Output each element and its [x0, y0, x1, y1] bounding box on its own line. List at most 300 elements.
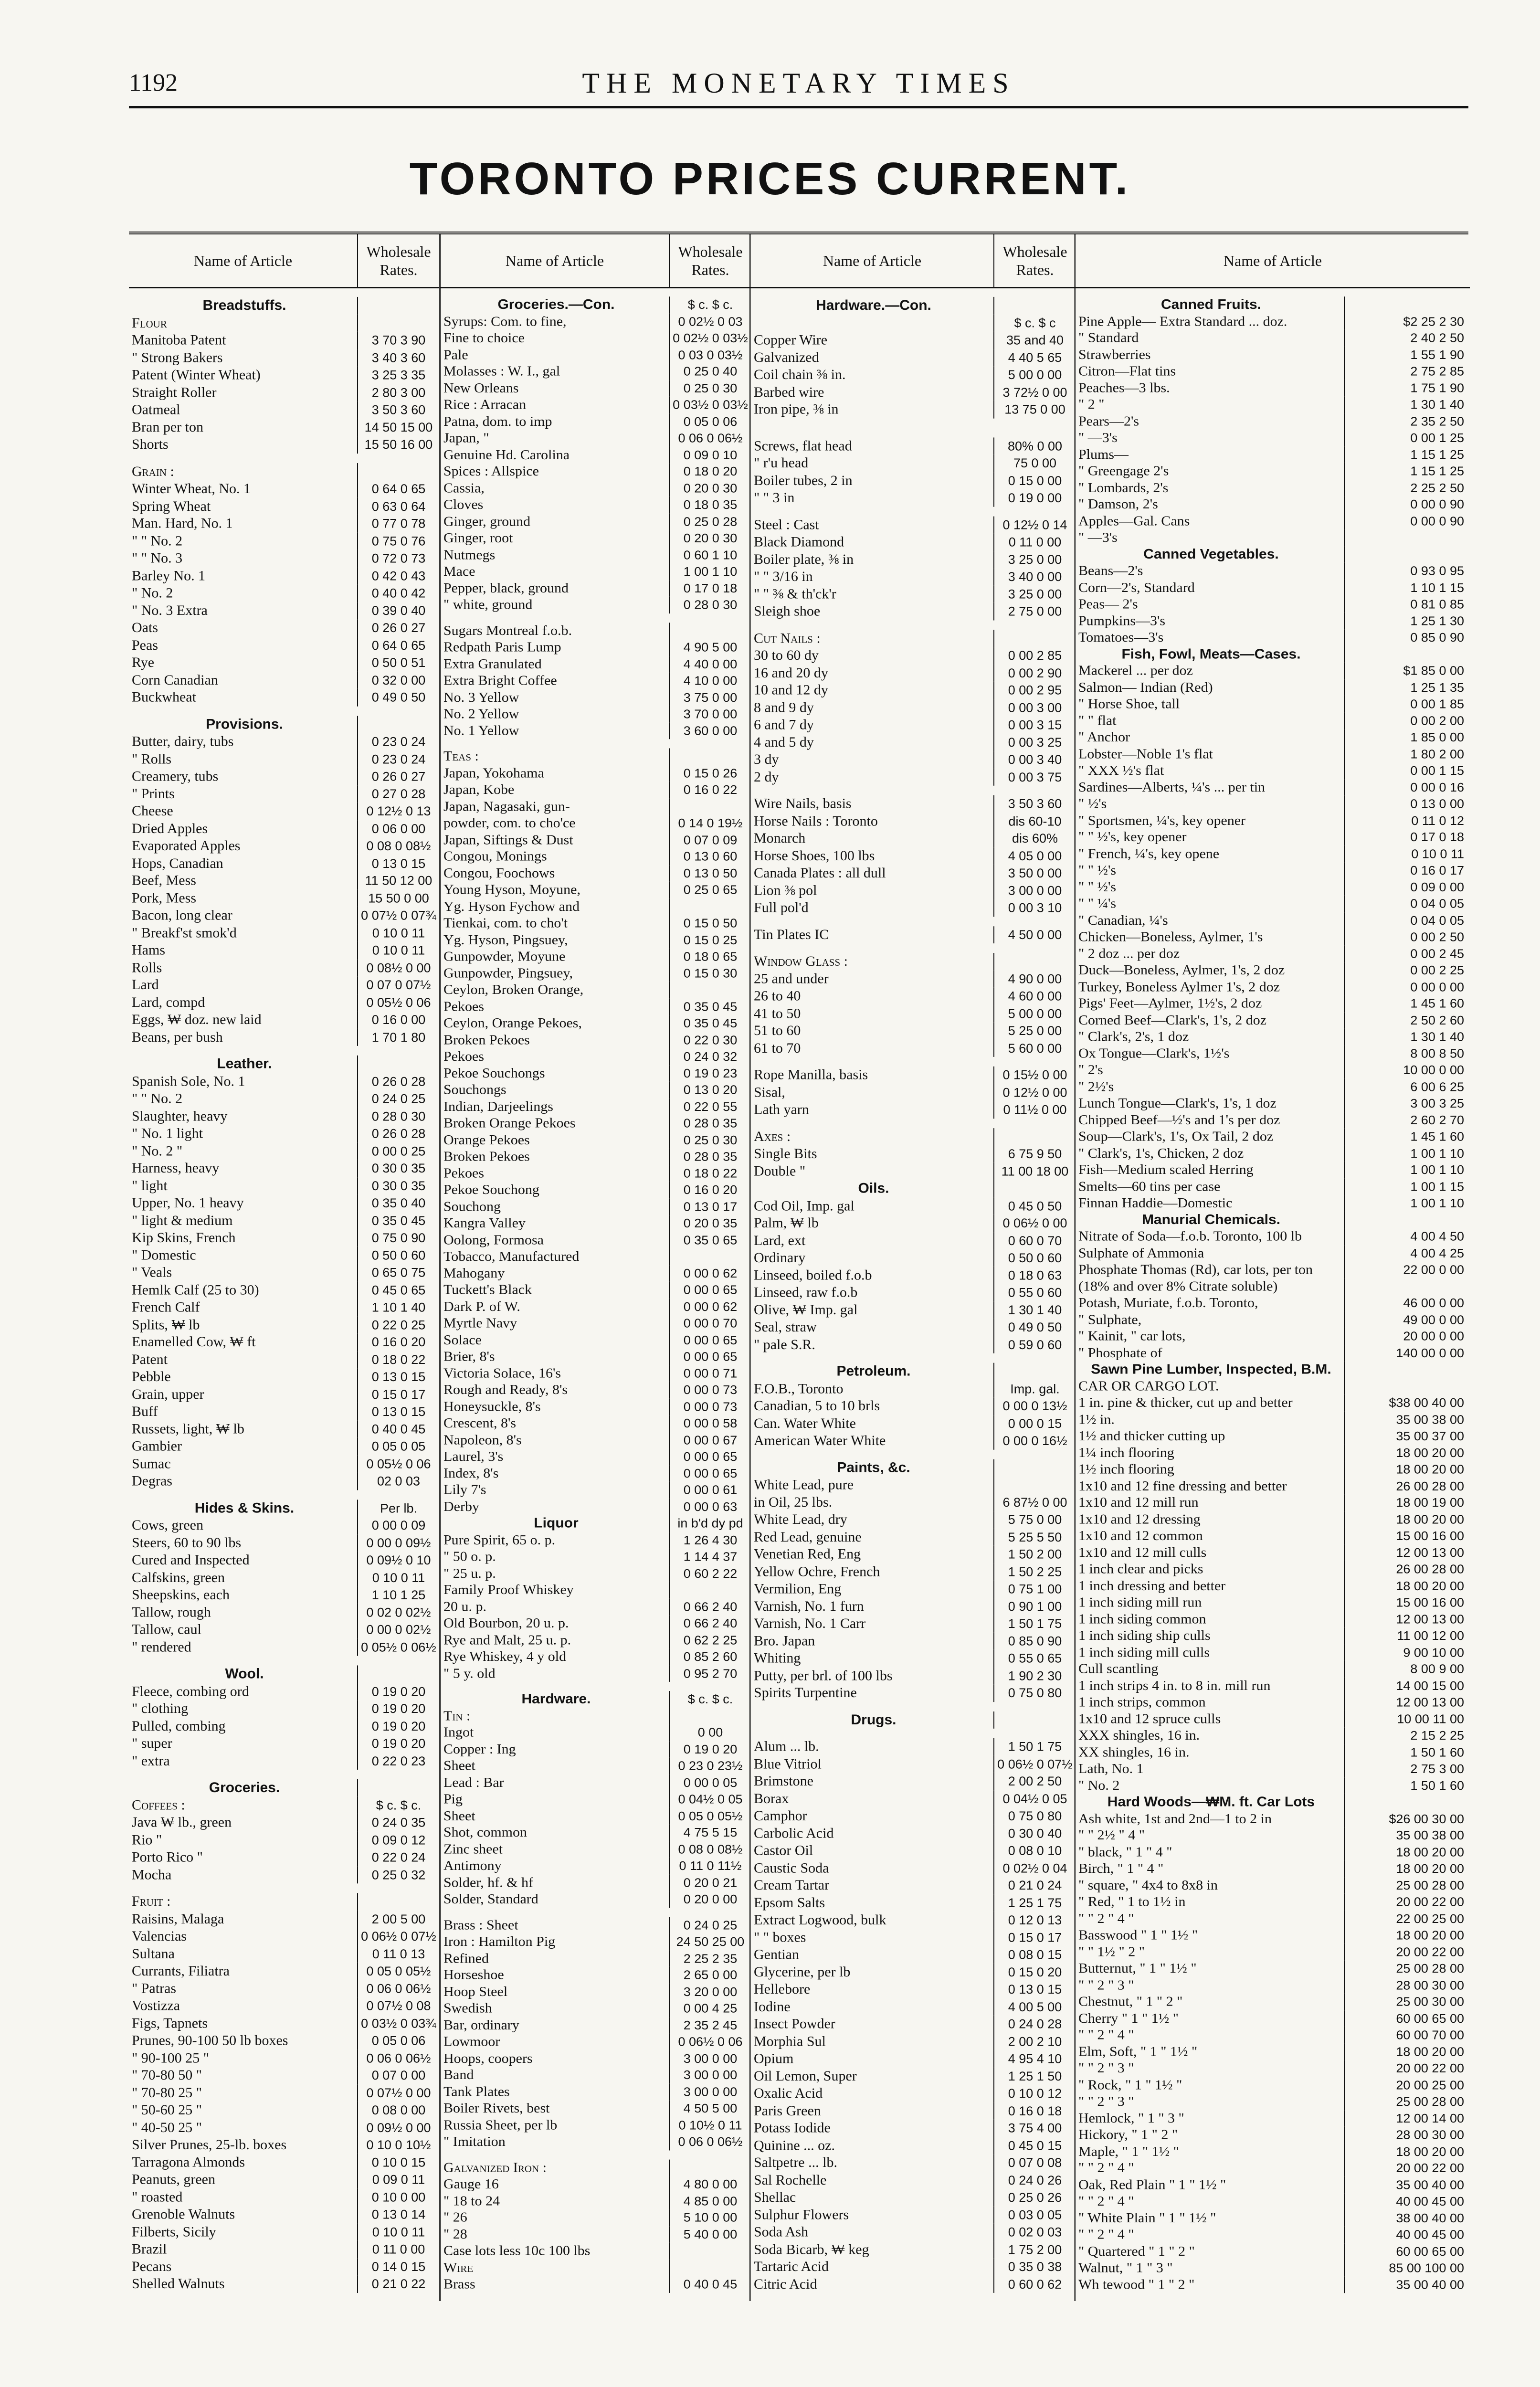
article-name: Duck—Boneless, Aylmer, 1's, 2 doz: [1078, 962, 1285, 978]
wholesale-rate: 0 17 0 18: [669, 580, 751, 597]
price-row: [129, 2049, 439, 2067]
article-name: Harness, heavy: [132, 1160, 220, 1176]
section-heading: [129, 297, 439, 314]
wholesale-rate: 0 60 0 70: [993, 1232, 1076, 1249]
article-name: " Red, " 1 to 1½ in: [1078, 1894, 1186, 1910]
price-row: [751, 665, 1076, 682]
article-name: Pebble: [132, 1369, 171, 1385]
wholesale-rate: [357, 463, 439, 480]
wholesale-rate: 1 00 1 10: [669, 563, 751, 580]
article-name: " 26: [443, 2209, 467, 2225]
price-row: [1076, 1894, 1470, 1911]
price-row: [441, 1858, 751, 1874]
article-name: " No. 2 ": [132, 1142, 183, 1159]
wholesale-rate: 2 00 5 00: [357, 1911, 439, 1928]
wholesale-rate: 0 00 0 15: [993, 1415, 1076, 1432]
price-row: [441, 706, 751, 722]
price-row: [1076, 413, 1470, 430]
section-heading: [441, 296, 751, 313]
price-row: [441, 1398, 751, 1415]
price-row: [751, 1476, 1076, 1493]
article-name: Figs, Tapnets: [132, 2015, 208, 2031]
price-row: [751, 1773, 1076, 1790]
wholesale-rate: 0 00: [669, 1724, 751, 1741]
article-name: Corn—2's, Standard: [1078, 580, 1195, 595]
wholesale-rate: 2 75 0 00: [993, 603, 1076, 620]
wholesale-rate: 18 00 20 00: [1344, 1578, 1470, 1595]
wholesale-rate: 0 40 0 42: [357, 584, 439, 602]
wholesale-rate: 0 60 0 62: [993, 2276, 1076, 2293]
wholesale-rate: 22 00 0 00: [1344, 1261, 1470, 1278]
article-name: " Anchor: [1078, 729, 1130, 745]
wholesale-rate: 11 00 18 00: [993, 1162, 1076, 1180]
article-name: Pekoes: [443, 1165, 484, 1181]
wholesale-rate: [993, 1180, 1076, 1197]
price-row: [129, 1997, 439, 2015]
wholesale-rate: 1 75 1 90: [1344, 380, 1470, 396]
article-name: Horseshoe: [443, 1967, 504, 1983]
wholesale-rate: 0 15 0 20: [993, 1964, 1076, 1981]
price-row: [1076, 2210, 1470, 2227]
article-name: Chicken—Boneless, Aylmer, 1's: [1078, 929, 1263, 944]
article-name: Vermilion, Eng: [754, 1581, 842, 1597]
article-name: Evaporated Apples: [132, 837, 241, 854]
wholesale-rate: 40 00 45 00: [1344, 2227, 1470, 2243]
price-row: [1076, 1411, 1470, 1428]
wholesale-rate: 0 06½ 0 00: [993, 1215, 1076, 1232]
price-column-3: [749, 234, 1076, 2301]
article-name: Japan, Yokohama: [443, 765, 544, 781]
article-name: Syrups: Com. to fine,: [443, 314, 567, 329]
wholesale-rate: 0 00 0 09½: [357, 1534, 439, 1552]
article-name: Extract Logwood, bulk: [754, 1912, 886, 1928]
article-name: " 2 ": [1078, 397, 1105, 412]
wholesale-rate: [993, 1711, 1076, 1729]
article-name: Iron : Hamilton Pig: [443, 1933, 556, 1949]
article-name: Creamery, tubs: [132, 768, 219, 784]
wholesale-rate: 0 06 0 06½: [357, 1980, 439, 1997]
article-name: " super: [132, 1735, 172, 1752]
price-row: [441, 656, 751, 673]
article-name: Tallow, rough: [132, 1604, 211, 1620]
wholesale-rate: 3 72½ 0 00: [993, 383, 1076, 401]
wholesale-rate: 4 80 0 00: [669, 2176, 751, 2193]
price-row: [441, 1115, 751, 1132]
article-name: Patent: [132, 1351, 168, 1367]
article-name: " " No. 2: [132, 1090, 183, 1107]
article-name: " Clark's, 2's, 1 doz: [1078, 1029, 1189, 1045]
wholesale-rate: 0 28 0 30: [357, 1108, 439, 1125]
wholesale-rate: 0 08½ 0 00: [357, 959, 439, 976]
price-row: [751, 2137, 1076, 2154]
wholesale-rate: 0 40 0 45: [669, 2276, 751, 2293]
wholesale-rate: 0 18 0 63: [993, 1267, 1076, 1284]
article-name: 6 and 7 dy: [754, 717, 814, 733]
wholesale-rate: 0 00 0 61: [669, 1482, 751, 1499]
wholesale-rate: 1 80 2 00: [1344, 746, 1470, 762]
price-row: [129, 2084, 439, 2102]
column-header-name: Name of Article: [505, 252, 604, 269]
wholesale-rate: 0 00 0 73: [669, 1398, 751, 1415]
wholesale-rate: 9 00 10 00: [1344, 1644, 1470, 1661]
wholesale-rate: [1344, 646, 1470, 663]
wholesale-rate: 0 55 0 60: [993, 1284, 1076, 1301]
article-name: " pale S.R.: [754, 1336, 815, 1352]
wholesale-rate: 49 00 0 00: [1344, 1311, 1470, 1328]
wholesale-rate: 0 00 0 90: [1344, 496, 1470, 513]
article-name: Buckwheat: [132, 689, 196, 705]
article-name: " Quartered " 1 " 2 ": [1078, 2243, 1195, 2259]
wholesale-rate: 38 00 40 00: [1344, 2210, 1470, 2227]
price-row: [441, 2193, 751, 2209]
wholesale-rate: 4 85 0 00: [669, 2193, 751, 2209]
price-row: [441, 1165, 751, 1182]
article-name: Lowmoor: [443, 2034, 500, 2049]
article-name: " 5 y. old: [443, 1665, 496, 1681]
price-row: [129, 1718, 439, 1735]
price-row: [751, 768, 1076, 785]
price-row: [751, 1197, 1076, 1215]
price-row: [441, 2159, 751, 2176]
article-name: Pork, Mess: [132, 890, 197, 906]
price-row: [751, 2241, 1076, 2258]
article-name: Broken Pekoes: [443, 1032, 530, 1047]
article-name: " Damson, 2's: [1078, 496, 1158, 512]
wholesale-rate: 0 19 0 20: [357, 1683, 439, 1700]
section-heading: [1076, 1362, 1470, 1378]
article-name: 1 inch strips, common: [1078, 1694, 1206, 1710]
section-heading: [129, 1056, 439, 1073]
wholesale-rate: 35 00 38 00: [1344, 1827, 1470, 1844]
price-row: [751, 1511, 1076, 1528]
article-name: Sawn Pine Lumber, Inspected, B.M.: [1091, 1362, 1331, 1377]
price-row: [129, 1177, 439, 1194]
article-name: Winter Wheat, No. 1: [132, 480, 251, 496]
wholesale-rate: 0 13 0 15: [993, 1981, 1076, 1998]
price-row: [129, 2136, 439, 2154]
price-row: [1076, 1644, 1470, 1661]
article-name: Barley No. 1: [132, 567, 206, 583]
article-name: " clothing: [132, 1700, 189, 1717]
wholesale-rate: 0 65 0 75: [357, 1264, 439, 1281]
article-name: Molasses : W. I., gal: [443, 363, 560, 379]
price-row: [129, 463, 439, 480]
wholesale-rate: 22 00 25 00: [1344, 1911, 1470, 1927]
price-row: [1076, 1960, 1470, 1977]
price-row: [129, 1125, 439, 1142]
article-name: " Veals: [132, 1264, 172, 1280]
price-row: [129, 768, 439, 785]
article-name: Broken Orange Pekoes: [443, 1115, 576, 1131]
article-name: Horse Shoes, 100 lbs: [754, 847, 875, 864]
wholesale-rate: 25 00 30 00: [1344, 1994, 1470, 2010]
wholesale-rate: 3 25 0 00: [993, 585, 1076, 602]
price-row: [1076, 1694, 1470, 1711]
wholesale-rate: 0 09 0 12: [357, 1831, 439, 1848]
wholesale-rate: 12 00 13 00: [1344, 1544, 1470, 1561]
wholesale-rate: 0 15 0 25: [669, 932, 751, 949]
article-name: 1 inch siding common: [1078, 1611, 1206, 1627]
price-row: [441, 496, 751, 513]
wholesale-rate: 0 24 0 32: [669, 1048, 751, 1065]
row-gap: [129, 1656, 439, 1666]
price-row: [441, 480, 751, 496]
article-name: Apples—Gal. Cans: [1078, 513, 1190, 528]
price-row: [129, 1473, 439, 1490]
column-header-rates: Wholesale Rates.: [669, 234, 751, 287]
article-name: " " 3 in: [754, 489, 795, 506]
price-row: [129, 785, 439, 803]
column-header-rates: Wholesale Rates.: [357, 234, 439, 287]
wholesale-rate: $ c. $ c: [993, 314, 1076, 331]
article-name: Indian, Darjeelings: [443, 1098, 553, 1114]
article-name: Oils.: [858, 1180, 889, 1196]
article-name: Gambier: [132, 1438, 182, 1454]
article-name: Carbolic Acid: [754, 1825, 834, 1841]
wholesale-rate: 3 40 0 00: [993, 568, 1076, 585]
article-name: No. 2 Yellow: [443, 706, 519, 721]
price-row: [441, 1182, 751, 1198]
wholesale-rate: 0 93 0 95: [1344, 563, 1470, 580]
wholesale-rate: 0 85 0 90: [1344, 629, 1470, 646]
article-name: Basswood " 1 " 1½ ": [1078, 1927, 1198, 1943]
wholesale-rate: 0 11 0 11½: [669, 1858, 751, 1874]
wholesale-rate: 0 15½ 0 00: [993, 1067, 1076, 1084]
price-row: [129, 1866, 439, 1883]
wholesale-rate: 35 00 37 00: [1344, 1428, 1470, 1445]
wholesale-rate: 0 16 0 18: [993, 2102, 1076, 2119]
price-row: [129, 671, 439, 688]
article-name: Hardware.: [521, 1691, 591, 1707]
wholesale-rate: 0 13 0 60: [669, 848, 751, 865]
price-row: [1076, 363, 1470, 380]
price-row: [441, 1132, 751, 1149]
price-row: [129, 1438, 439, 1455]
wholesale-rate: 0 25 0 32: [357, 1866, 439, 1883]
article-name: Pure Spirit, 65 o. p.: [443, 1532, 556, 1548]
price-row: [751, 795, 1076, 813]
price-row: [751, 1667, 1076, 1684]
article-name: Honeysuckle, 8's: [443, 1399, 541, 1414]
article-name: Sultana: [132, 1945, 175, 1962]
wholesale-rate: 0 23 0 24: [357, 733, 439, 750]
row-gap: [751, 1119, 1076, 1128]
price-row: [129, 436, 439, 453]
article-name: Fish, Fowl, Meats—Cases.: [1121, 646, 1301, 662]
price-row: [751, 585, 1076, 602]
wholesale-rate: 0 06½ 0 07½: [357, 1928, 439, 1945]
price-row: [129, 2206, 439, 2223]
wholesale-rate: [357, 314, 439, 331]
price-row: [441, 1148, 751, 1165]
price-row: [1076, 1195, 1470, 1212]
wholesale-rate: 28 00 30 00: [1344, 1977, 1470, 1994]
article-name: Shelled Walnuts: [132, 2276, 225, 2292]
price-row: [441, 1791, 751, 1808]
article-name: No. 3 Yellow: [443, 689, 519, 705]
article-name: White Lead, pure: [754, 1477, 854, 1493]
article-name: Ceylon, Broken Orange,: [443, 982, 584, 997]
article-name: Extra Bright Coffee: [443, 673, 557, 688]
price-row: [751, 2276, 1076, 2293]
price-row: [1076, 2010, 1470, 2027]
wholesale-rate: 0 19 0 20: [357, 1700, 439, 1717]
article-name: 1 inch dressing and better: [1078, 1578, 1226, 1594]
price-row: [751, 1755, 1076, 1773]
price-column-1: [129, 234, 439, 2301]
wholesale-rate: 0 50 0 60: [993, 1249, 1076, 1267]
row-gap: [441, 1682, 751, 1691]
column-header-name: Name of Article: [193, 252, 293, 269]
article-name: " Kainit, " car lots,: [1078, 1328, 1186, 1344]
wholesale-rate: [1344, 1362, 1470, 1378]
article-name: New Orleans: [443, 380, 519, 396]
price-row: [129, 550, 439, 567]
wholesale-rate: 1 00 1 10: [1344, 1145, 1470, 1162]
wholesale-rate: 1 50 2 25: [993, 1563, 1076, 1580]
article-name: " —3's: [1078, 530, 1118, 545]
wholesale-rate: 0 15 0 00: [993, 472, 1076, 489]
wholesale-rate: 0 60 2 22: [669, 1565, 751, 1582]
wholesale-rate: 0 26 0 28: [357, 1073, 439, 1090]
price-row: [751, 1807, 1076, 1825]
wholesale-rate: 0 60 1 10: [669, 547, 751, 563]
wholesale-rate: 0 20 0 30: [669, 480, 751, 496]
wholesale-rate: 0 40 0 45: [357, 1420, 439, 1437]
row-gap: [441, 1908, 751, 1917]
price-row: [129, 1569, 439, 1586]
wholesale-rate: 0 35 0 40: [357, 1194, 439, 1212]
article-name: Caustic Soda: [754, 1859, 829, 1876]
wholesale-rate: 2 40 2 50: [1344, 330, 1470, 347]
price-row: [1076, 896, 1470, 912]
price-row: [751, 1415, 1076, 1432]
article-name: Putty, per brl. of 100 lbs: [754, 1667, 893, 1683]
price-row: [129, 941, 439, 959]
article-name: " 2½'s: [1078, 1079, 1114, 1094]
article-name: Solder, hf. & hf: [443, 1875, 533, 1890]
wholesale-rate: 0 10 0 11: [357, 1569, 439, 1586]
wholesale-rate: 2 65 0 00: [669, 1967, 751, 1984]
wholesale-rate: 0 00 0 16½: [993, 1432, 1076, 1449]
article-name: Souchongs: [443, 1082, 506, 1098]
article-name: Sleigh shoe: [754, 603, 821, 619]
wholesale-rate: 0 00 0 90: [1344, 513, 1470, 529]
price-row: [129, 1420, 439, 1437]
price-row: [751, 603, 1076, 620]
article-name: " Strong Bakers: [132, 349, 223, 366]
price-row: [1076, 313, 1470, 330]
article-name: " White Plain " 1 " 1½ ": [1078, 2210, 1216, 2226]
article-name: powder, com. to cho'ce: [443, 815, 576, 831]
wholesale-rate: 8 00 8 50: [1344, 1045, 1470, 1062]
wholesale-rate: 0 18 0 20: [669, 463, 751, 480]
article-name: Bar, ordinary: [443, 2017, 519, 2033]
wholesale-rate: 0 10½ 0 11: [669, 2117, 751, 2134]
article-name: " " No. 2: [132, 533, 183, 549]
price-row: [751, 383, 1076, 401]
price-row: [129, 1281, 439, 1299]
article-name: Lobster—Noble 1's flat: [1078, 746, 1213, 761]
price-row: [751, 847, 1076, 865]
price-row: [441, 882, 751, 898]
article-name: Tin :: [443, 1708, 471, 1723]
price-row: [751, 1894, 1076, 1912]
article-name: 1 in. pine & thicker, cut up and better: [1078, 1395, 1293, 1410]
article-name: " square, " 4x4 to 8x8 in: [1078, 1877, 1218, 1893]
wholesale-rate: 1 85 0 00: [1344, 729, 1470, 746]
price-row: [1076, 1827, 1470, 1844]
article-name: Russets, light, ₩ lb: [132, 1421, 244, 1437]
article-name: Degras: [132, 1473, 172, 1489]
wholesale-rate: 0 22 0 25: [357, 1316, 439, 1333]
price-row: [1076, 1478, 1470, 1495]
price-row: [751, 865, 1076, 882]
article-name: Redpath Paris Lump: [443, 639, 561, 655]
wholesale-rate: 0 59 0 60: [993, 1336, 1076, 1353]
price-row: [1076, 1029, 1470, 1046]
article-name: Provisions.: [206, 716, 283, 732]
price-row: [441, 1708, 751, 1724]
price-row: [751, 2050, 1076, 2067]
article-name: " rendered: [132, 1639, 191, 1655]
column-header-rates: Wholesale Rates.: [993, 234, 1076, 287]
price-row: [1076, 1345, 1470, 1362]
price-row: [129, 2258, 439, 2275]
section-heading: [129, 1665, 439, 1682]
article-name: Tartaric Acid: [754, 2259, 829, 2275]
article-name: " " ⅜ & th'ck'r: [754, 586, 836, 602]
price-row: [441, 1499, 751, 1515]
article-name: Victoria Solace, 16's: [443, 1365, 561, 1381]
wholesale-rate: 4 00 5 00: [993, 1998, 1076, 2016]
price-row: [129, 314, 439, 331]
price-row: [441, 547, 751, 563]
article-name: Congou, Monings: [443, 848, 547, 864]
price-row: [441, 832, 751, 848]
wholesale-rate: 2 25 2 35: [669, 1950, 751, 1967]
price-row: [129, 654, 439, 671]
wholesale-rate: [993, 630, 1076, 647]
article-name: Prunes, 90-100 50 lb boxes: [132, 2032, 288, 2049]
wholesale-rate: 0 39 0 40: [357, 602, 439, 619]
wholesale-rate: 2 75 3 00: [1344, 1761, 1470, 1777]
price-row: [1076, 446, 1470, 463]
wholesale-rate: 0 25 0 30: [669, 380, 751, 397]
wholesale-rate: 10 00 0 00: [1344, 1062, 1470, 1078]
article-name: Rough and Ready, 8's: [443, 1382, 568, 1397]
article-name: " —3's: [1078, 430, 1118, 445]
price-row: [1076, 2060, 1470, 2077]
article-name: Japan, ": [443, 430, 489, 446]
wholesale-rate: 3 50 0 00: [993, 865, 1076, 882]
price-row: [441, 313, 751, 330]
wholesale-rate: 0 06½ 0 06: [669, 2034, 751, 2050]
wholesale-rate: 0 13 0 15: [357, 1403, 439, 1420]
article-name: XX shingles, 16 in.: [1078, 1744, 1190, 1760]
row-gap: [751, 1729, 1076, 1738]
article-name: Alum ... lb.: [754, 1738, 819, 1754]
price-row: [441, 563, 751, 580]
section-heading: [1076, 646, 1470, 663]
article-name: " " No. 3: [132, 550, 183, 566]
article-name: Phosphate Thomas (Rd), car lots, per ton: [1078, 1262, 1313, 1277]
price-row: [751, 2172, 1076, 2189]
article-name: " Standard: [1078, 330, 1139, 346]
wholesale-rate: 0 19 0 00: [993, 489, 1076, 507]
wholesale-rate: 0 00 0 67: [669, 1432, 751, 1448]
article-name: " " boxes: [754, 1929, 806, 1945]
